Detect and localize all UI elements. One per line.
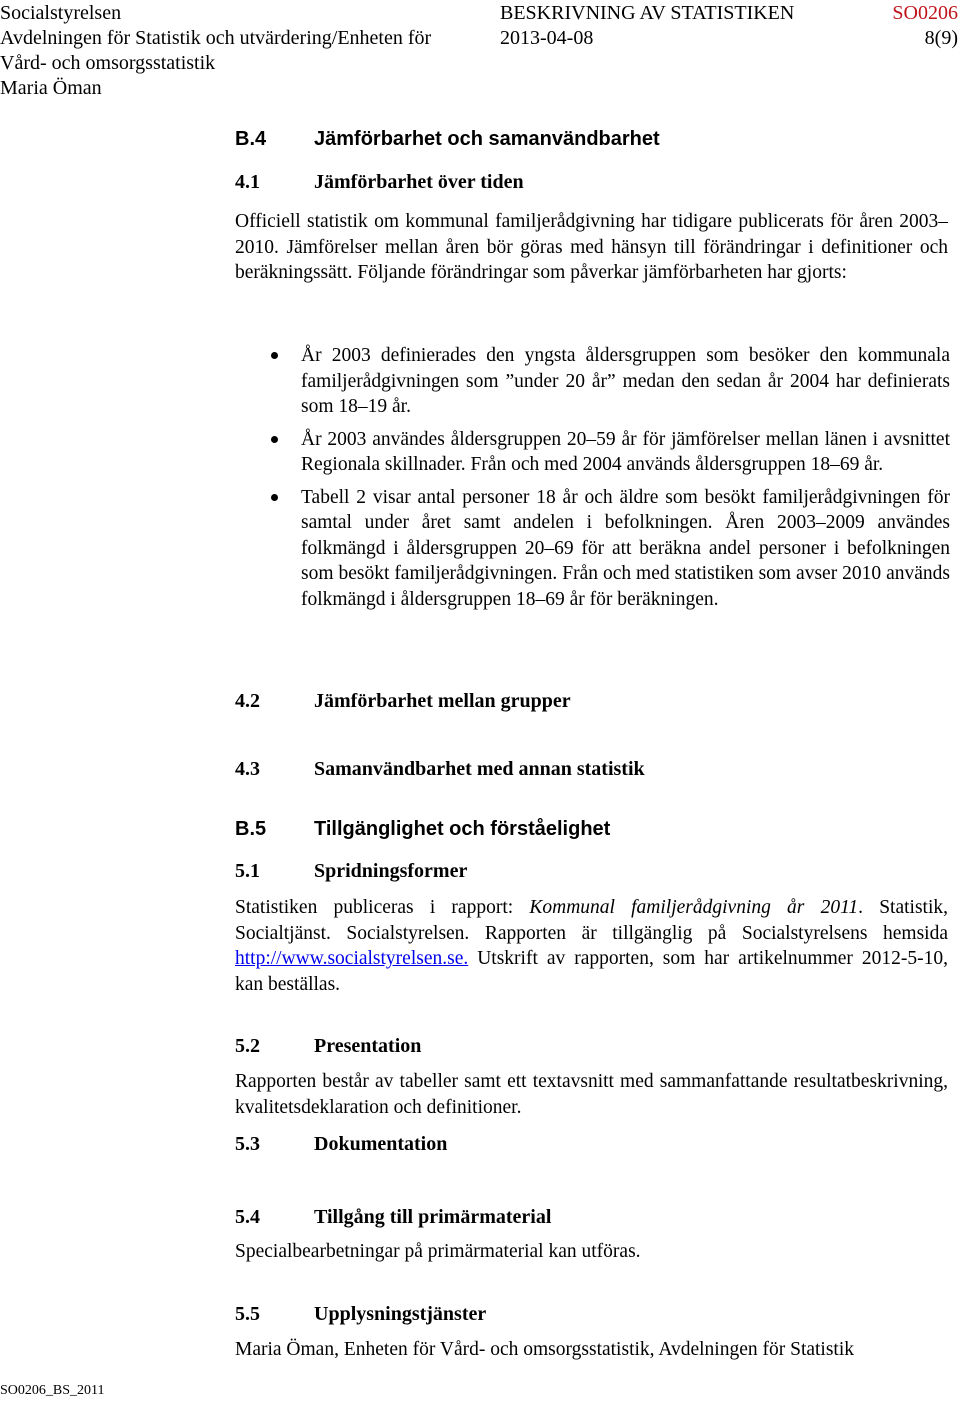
- section-title: Dokumentation: [314, 1133, 448, 1155]
- header-author: Maria Öman: [0, 77, 102, 99]
- section-title: Jämförbarhet och samanvändbarhet: [314, 128, 660, 150]
- section-heading-4-1: [235, 169, 935, 195]
- section-title: Presentation: [314, 1035, 422, 1057]
- website-link[interactable]: http://www.socialstyrelsen.se.: [235, 948, 469, 969]
- section-title: Jämförbarhet över tiden: [314, 171, 524, 193]
- section-title: Tillgång till primärmaterial: [314, 1206, 552, 1228]
- section-title: Tillgänglighet och förståelighet: [314, 818, 611, 840]
- section-number: B.5: [235, 818, 267, 840]
- list-item: Tabell 2 visar antal personer 18 år och äldre som besökt familjerådgivningen för samtal under året samt andelen i befolkningen. Åren 2003–2009 användes folkmängd i åldersgruppen 20–69 för att beräkna andel personer i befolkningen som besökt familjerådgivningen. Från och med statistiken som avser 2010 används folkmängd i åldersgruppen 18–69 år för beräkningen.: [265, 485, 950, 613]
- header-date: 2013-04-08: [500, 27, 594, 49]
- bullet-icon: [271, 352, 278, 359]
- bullet-icon: [271, 494, 278, 501]
- section-title: Upplysningstjänster: [314, 1303, 487, 1325]
- section-heading-4-2: [235, 688, 935, 714]
- paragraph-contact: Maria Öman, Enheten för Vård- och omsorgsstatistik, Avdelningen för Statistik: [235, 1339, 855, 1360]
- bullet-list-changes: [265, 343, 950, 619]
- section-number: 4.3: [235, 758, 260, 780]
- header-org: Socialstyrelsen: [0, 2, 122, 24]
- section-number: 4.1: [235, 171, 260, 193]
- section-number: 4.2: [235, 690, 260, 712]
- section-number: 5.2: [235, 1035, 260, 1057]
- header-unit: Vård- och omsorgsstatistik: [0, 52, 216, 74]
- paragraph-primary-material: Specialbearbetningar på primärmaterial kan utföras.: [235, 1241, 641, 1262]
- footer-code: SO0206_BS_2011: [0, 1383, 105, 1398]
- section-heading-5-5: [235, 1301, 935, 1327]
- list-item: År 2003 användes åldersgruppen 20–59 år för jämförelser mellan länen i avsnittet Regionala skillnader. Från och med 2004 används åldersgruppen 18–69 år.: [265, 427, 950, 478]
- section-heading-b4: [235, 126, 935, 152]
- paragraph-comparability-intro: Officiell statistik om kommunal familjerådgivning har tidigare publicerats för åren 2003–2010. Jämförelser mellan åren bör göras med hänsyn till förändringar i definitioner och beräkningssätt. Följande förändringar som påverkar jämförbarheten har gjorts:: [235, 211, 948, 283]
- section-number: 5.5: [235, 1303, 260, 1325]
- bullet-icon: [271, 436, 278, 443]
- report-title: Kommunal familjerådgivning år 2011: [529, 897, 859, 918]
- section-number: 5.4: [235, 1206, 260, 1228]
- section-heading-b5: [235, 816, 935, 842]
- header-doc-type: BESKRIVNING AV STATISTIKEN: [500, 2, 795, 24]
- header-page-number: 8(9): [924, 27, 958, 49]
- section-heading-5-4: [235, 1204, 935, 1230]
- section-number: 5.1: [235, 860, 260, 882]
- section-number: B.4: [235, 128, 267, 150]
- section-title: Jämförbarhet mellan grupper: [314, 690, 571, 712]
- paragraph-distribution: Statistiken publiceras i rapport: Kommunal familjerådgivning år 2011. Statistik, Socialtjänst. Socialstyrelsen. Rapporten är tillgänglig på Socialstyrelsens hemsida http://www.socialstyrelsen.se. Utskrift av rapporten, som har artikelnummer 2012-5-10, kan beställas.: [235, 897, 949, 995]
- header-doc-code: SO0206: [892, 2, 958, 24]
- header-department: Avdelningen för Statistik och utvärdering/Enheten för: [0, 27, 432, 49]
- section-number: 5.3: [235, 1133, 260, 1155]
- section-title: Samanvändbarhet med annan statistik: [314, 758, 645, 780]
- section-heading-4-3: [235, 756, 935, 782]
- section-heading-5-2: [235, 1033, 935, 1059]
- section-heading-5-1: [235, 858, 935, 884]
- paragraph-presentation: Rapporten består av tabeller samt ett textavsnitt med sammanfattande resultatbeskrivning, kvalitetsdeklaration och definitioner.: [235, 1071, 948, 1118]
- section-title: Spridningsformer: [314, 860, 468, 882]
- list-item: År 2003 definierades den yngsta åldersgruppen som besöker den kommunala familjerådgivningen som ”under 20 år” medan den sedan år 2004 har definierats som 18–19 år.: [265, 343, 950, 420]
- section-heading-5-3: [235, 1131, 935, 1157]
